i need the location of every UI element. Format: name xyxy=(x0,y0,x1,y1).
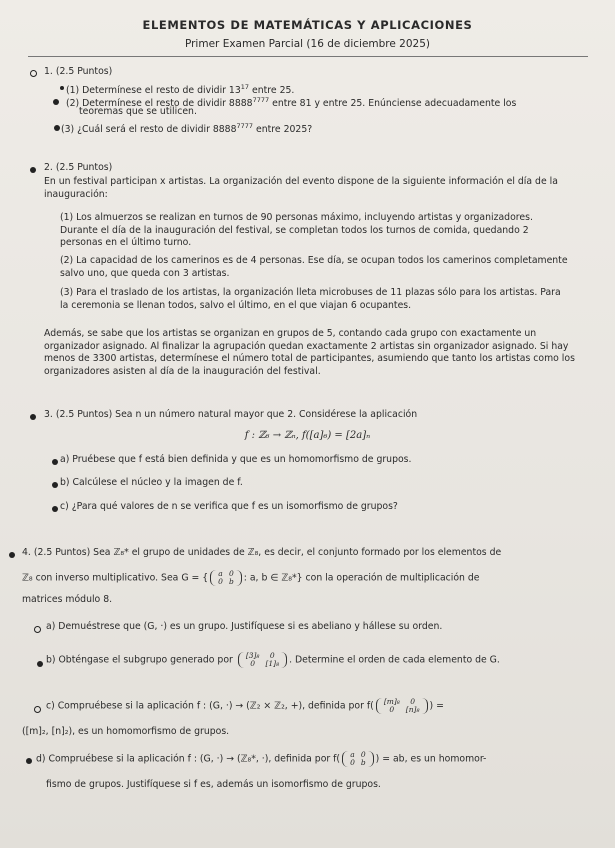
matrix-ab: a 0 0 b xyxy=(210,570,242,586)
bullet-icon xyxy=(52,459,58,465)
q3-part-b: b) Calcúlese el núcleo y la imagen de f. xyxy=(60,477,243,488)
q4-part-b: b) Obténgase el subgrupo generado por [3]₈ 0 0 [1]₈ . Determine el orden de cada elemento de G. xyxy=(46,651,500,668)
question-marker-icon xyxy=(30,414,36,420)
q3-part-c: c) ¿Para qué valores de n se verifica que f es un isomorfismo de grupos? xyxy=(60,501,398,512)
bullet-icon xyxy=(52,506,58,512)
q1-heading: 1. (2.5 Puntos) xyxy=(44,66,113,77)
q4-part-c-cont: ([m]₂, [n]₂), es un homomorfismo de grupos. xyxy=(22,726,230,737)
q4-part-a: a) Demuéstrese que (G, ·) es un grupo. Justifíquese si es abeliano y hállese su orden. xyxy=(46,621,443,632)
q2-item2: (2) La capacidad de los camerinos es de 4 personas. Ese día, se ocupan todos los camerinos completamente salvo uno, que queda con 3 artistas. xyxy=(60,255,568,279)
q4-part-c: c) Compruébese si la aplicación f : (G, ·) → (ℤ₂ × ℤ₂, +), definida por f( [m]₈ 0 0 [n]₈ ) = xyxy=(46,697,444,714)
q1-part3: (3) ¿Cuál será el resto de dividir $8888^{7777}$ entre 2025? xyxy=(61,122,313,136)
q1-part2: (2) Determínese el resto de dividir $8888^{7777}$ entre 81 y entre 25. Enúnciense adecuadamente los xyxy=(66,96,517,110)
question-marker-icon xyxy=(9,552,15,558)
q2-intro: En un festival participan x artistas. La organización del evento dispone de la siguiente información el día de la inauguración: xyxy=(44,176,558,200)
q4-heading-line3: matrices módulo 8. xyxy=(22,594,113,605)
q4-heading: 4. (2.5 Puntos) Sea ℤ₈* el grupo de unidades de ℤ₈, es decir, el conjunto formado por los elementos de xyxy=(22,547,502,558)
exam-subtitle: Primer Examen Parcial (16 de diciembre 2025) xyxy=(184,38,431,50)
bullet-icon xyxy=(26,758,32,764)
question-marker-icon xyxy=(30,70,37,77)
bullet-icon xyxy=(37,661,43,667)
header-divider xyxy=(28,56,588,57)
exam-title: ELEMENTOS DE MATEMÁTICAS Y APLICACIONES xyxy=(142,18,473,32)
matrix-generator: [3]₈ 0 0 [1]₈ xyxy=(238,652,287,668)
q3-formula: f : ℤ₆ → ℤₙ, f([a]₆) = [2a]ₙ xyxy=(244,430,371,441)
q2-item1: (1) Los almuerzos se realizan en turnos de 90 personas máximo, incluyendo artistas y organizadores. Durante el día de la inauguración del festival, se completan todos los turnos de comida, quedando 2 personas en el último turno. xyxy=(60,212,533,249)
q4-part-d-cont: fismo de grupos. Justifíquese si f es, además un isomorfismo de grupos. xyxy=(46,779,381,790)
matrix-mn: [m]₈ 0 0 [n]₈ xyxy=(376,698,428,714)
q4-part-d: d) Compruébese si la aplicación f : (G, ·) → (ℤ₈*, ·), definida por f( a 0 0 b ) = ab, es un homomor- xyxy=(36,750,487,767)
bullet-icon xyxy=(34,706,41,713)
q4-heading-line2: ℤ₈ con inverso multiplicativo. Sea G = { a 0 0 b : a, b ∈ ℤ₈*} con la operación de multiplicación de xyxy=(22,569,480,586)
matrix-ab-map: a 0 0 b xyxy=(342,751,374,767)
bullet-icon xyxy=(54,125,60,131)
q2-item3: (3) Para el traslado de los artistas, la organización lleta microbuses de 11 plazas sólo para los artistas. Para la ceremonia se llenan todos, salvo el último, en el que viajan 6 ocupantes. xyxy=(60,287,561,311)
q2-heading: 2. (2.5 Puntos) xyxy=(44,162,113,173)
q1-part2-cont: teoremas que se utilicen. xyxy=(79,106,197,117)
question-marker-icon xyxy=(30,167,36,173)
q3-heading: 3. (2.5 Puntos) Sea n un número natural mayor que 2. Considérese la aplicación xyxy=(44,409,418,420)
bullet-icon xyxy=(52,482,58,488)
bullet-icon xyxy=(34,626,41,633)
q2-outro: Además, se sabe que los artistas se organizan en grupos de 5, contando cada grupo con exactamente un organizador asignado. Al finalizar la agrupación quedan exactamente 2 artistas sin organizador asignado. Si hay menos de 3300 artistas, determínese el número total de participantes, asumiendo que tanto los artistas como los organizadores asisten al día de la inauguración del festival. xyxy=(44,328,575,377)
bullet-icon xyxy=(53,99,59,105)
bullet-icon xyxy=(60,86,64,90)
q3-part-a: a) Pruébese que f está bien definida y que es un homomorfismo de grupos. xyxy=(60,454,412,465)
q1-part1: (1) Determínese el resto de dividir $13^{17}$ entre 25. xyxy=(66,83,295,97)
